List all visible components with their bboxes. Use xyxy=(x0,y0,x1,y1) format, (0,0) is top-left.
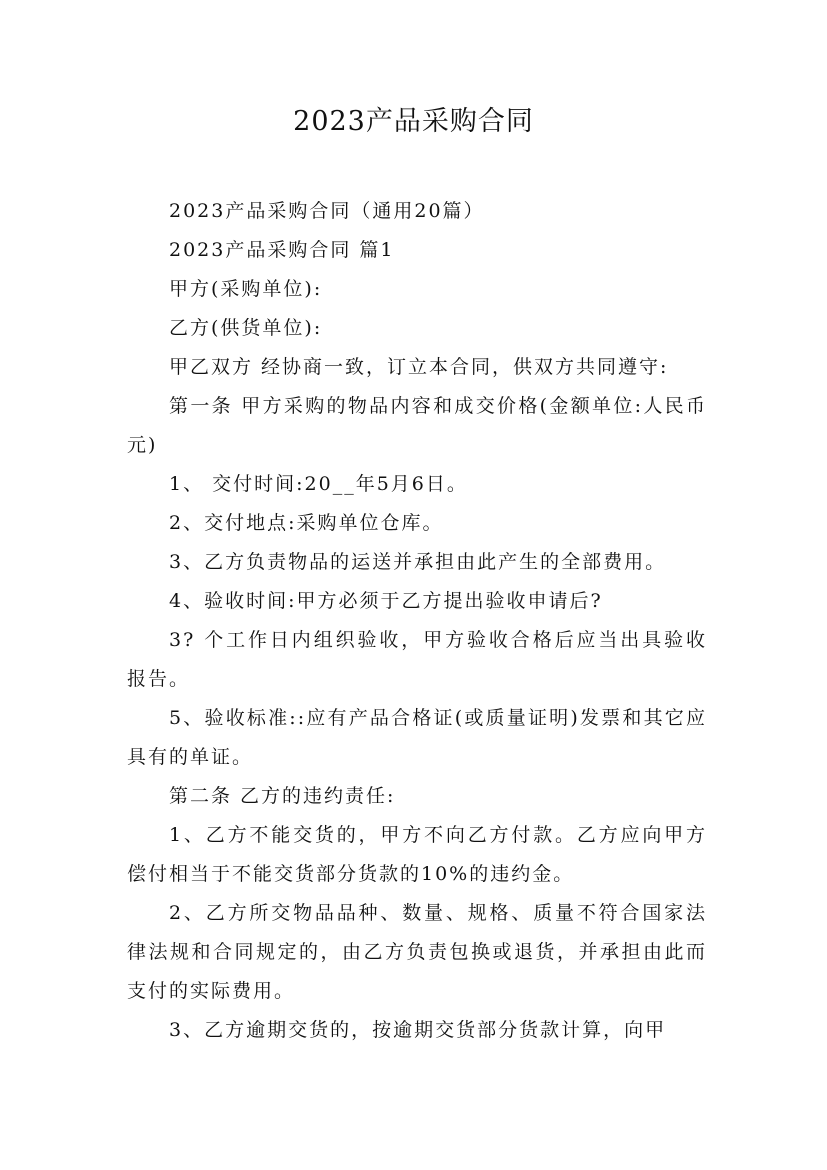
paragraph-item-3-transport: 3、乙方负责物品的运送并承担由此产生的全部费用。 xyxy=(169,551,667,573)
paragraph-breach-2: 2、乙方所交物品品种、数量、规格、质量不符合国家法律法规和合同规定的，由乙方负责包换或退货，并承担由此而支付的实际费用。 xyxy=(127,902,707,1002)
paragraph-party-a: 甲方(采购单位): xyxy=(169,278,323,300)
paragraph-section-heading: 2023产品采购合同 篇1 xyxy=(169,239,395,261)
document-body xyxy=(127,192,707,1050)
paragraph-breach-1: 1、乙方不能交货的，甲方不向乙方付款。乙方应向甲方偿付相当于不能交货部分货款的10%的违约金。 xyxy=(127,824,707,885)
paragraph-party-b: 乙方(供货单位): xyxy=(169,317,323,339)
paragraph-agreement-intro: 甲乙双方 经协商一致，订立本合同，供双方共同遵守: xyxy=(169,356,669,378)
paragraph-article-2: 第二条 乙方的违约责任: xyxy=(169,785,396,807)
paragraph-article-1: 第一条 甲方采购的物品内容和成交价格(金额单位:人民币元) xyxy=(127,395,707,456)
paragraph-breach-3: 3、乙方逾期交货的，按逾期交货部分货款计算，向甲 xyxy=(169,1019,667,1041)
paragraph-item-4-acceptance-time: 4、验收时间:甲方必须于乙方提出验收申请后? xyxy=(169,590,603,612)
paragraph-acceptance-days: 3? 个工作日内组织验收，甲方验收合格后应当出具验收报告。 xyxy=(127,629,707,690)
document-title: 2023产品采购合同 xyxy=(293,106,534,137)
paragraph-item-2-delivery-place: 2、交付地点:采购单位仓库。 xyxy=(169,512,444,534)
paragraph-subtitle: 2023产品采购合同（通用20篇） xyxy=(169,200,485,222)
paragraph-item-5-acceptance-standard: 5、验收标准::应有产品合格证(或质量证明)发票和其它应具有的单证。 xyxy=(127,707,707,768)
paragraph-item-1-delivery-time: 1、 交付时间:20__年5月6日。 xyxy=(169,473,468,495)
